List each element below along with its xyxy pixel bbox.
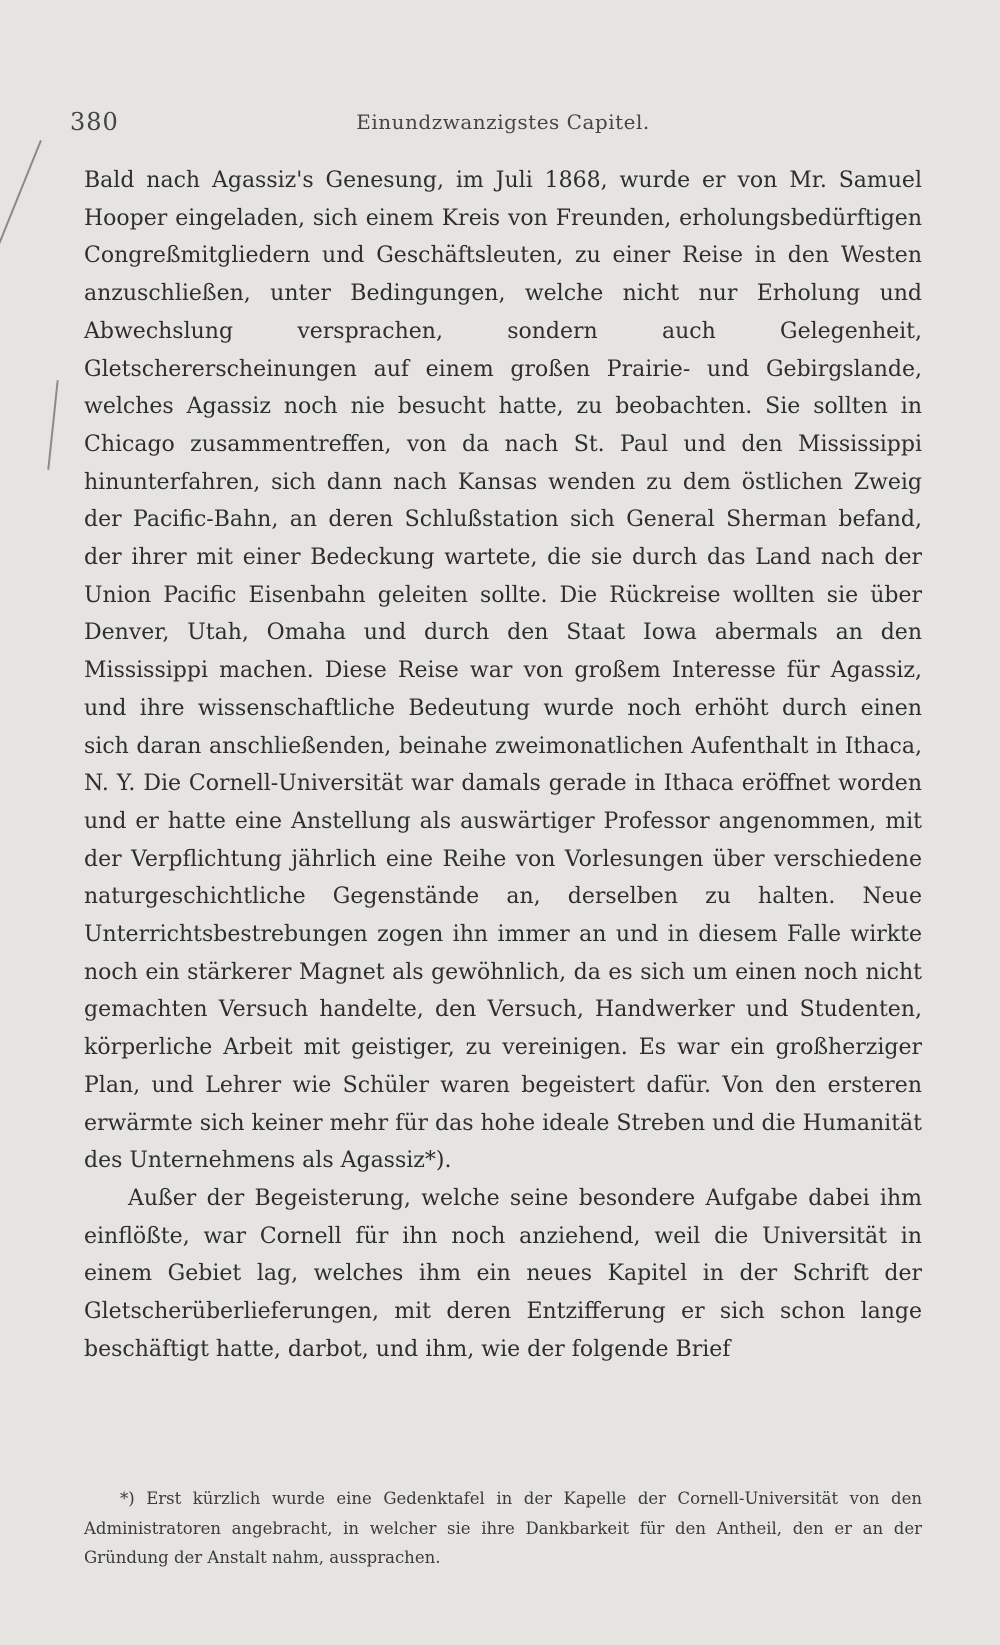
pencil-margin-mark xyxy=(47,380,58,470)
pencil-margin-mark xyxy=(0,140,42,252)
footnotes xyxy=(84,1484,922,1573)
body-text xyxy=(84,162,922,1369)
paragraph: Bald nach Agassiz's Genesung, im Juli 1868, wurde er von Mr. Samuel Hooper eingeladen, sich einem Kreis von Freunden, erholungsbedürftigen Congreßmitgliedern und Geschäftsleuten, zu einer Reise in den Westen anzuschließen, unter Bedingungen, welche nicht nur Erholung und Abwechslung versprachen, sondern auch Gelegenheit, Gletschererscheinungen auf einem großen Prairie- und Gebirgslande, welches Agassiz noch nie besucht hatte, zu beobachten. Sie sollten in Chicago zusammentreffen, von da nach St. Paul und den Mississippi hinunterfahren, sich dann nach Kansas wenden zu dem östlichen Zweig der Pacific-Bahn, an deren Schlußstation sich General Sherman befand, der ihrer mit einer Bedeckung wartete, die sie durch das Land nach der Union Pacific Eisenbahn geleiten sollte. Die Rückreise wollten sie über Denver, Utah, Omaha und durch den Staat Iowa abermals an den Mississippi machen. Diese Reise war von großem Interesse für Agassiz, und ihre wissenschaftliche Bedeutung wurde noch erhöht durch einen sich daran anschließenden, beinahe zweimonatlichen Aufenthalt in Ithaca, N. Y. Die Cornell-Universität war damals gerade in Ithaca eröffnet worden und er hatte eine Anstellung als auswärtiger Professor angenommen, mit der Verpflichtung jährlich eine Reihe von Vorlesungen über verschiedene naturgeschichtliche Gegenstände an, derselben zu halten. Neue Unterrichtsbestrebungen zogen ihn immer an und in diesem Falle wirkte noch ein stärkerer Magnet als gewöhnlich, da es sich um einen noch nicht gemachten Versuch handelte, den Versuch, Handwerker und Studenten, körperliche Arbeit mit geistiger, zu vereinigen. Es war ein großherziger Plan, und Lehrer wie Schüler waren begeistert dafür. Von den ersteren erwärmte sich keiner mehr für das hohe ideale Streben und die Humanität des Unternehmens als Agassiz*). xyxy=(84,168,922,1174)
footnote: *) Erst kürzlich wurde eine Gedenktafel in der Kapelle der Cornell-Universität von den Administratoren angebracht, in welcher sie ihre Dankbarkeit für den Antheil, den er an der Gründung der Anstalt nahm, aussprachen. xyxy=(84,1489,922,1567)
running-head xyxy=(70,108,922,148)
chapter-title: Einundzwanzigstes Capitel. xyxy=(356,110,650,134)
page-number: 380 xyxy=(70,108,119,136)
paragraph: Außer der Begeisterung, welche seine besondere Aufgabe dabei ihm einflößte, war Cornell für ihn noch anziehend, weil die Universität in einem Gebiet lag, welches ihm ein neues Kapitel in der Schrift der Gletscherüberlieferungen, mit deren Entzifferung er sich schon lange beschäftigt hatte, darbot, und ihm, wie der folgende Brief xyxy=(84,1185,922,1362)
